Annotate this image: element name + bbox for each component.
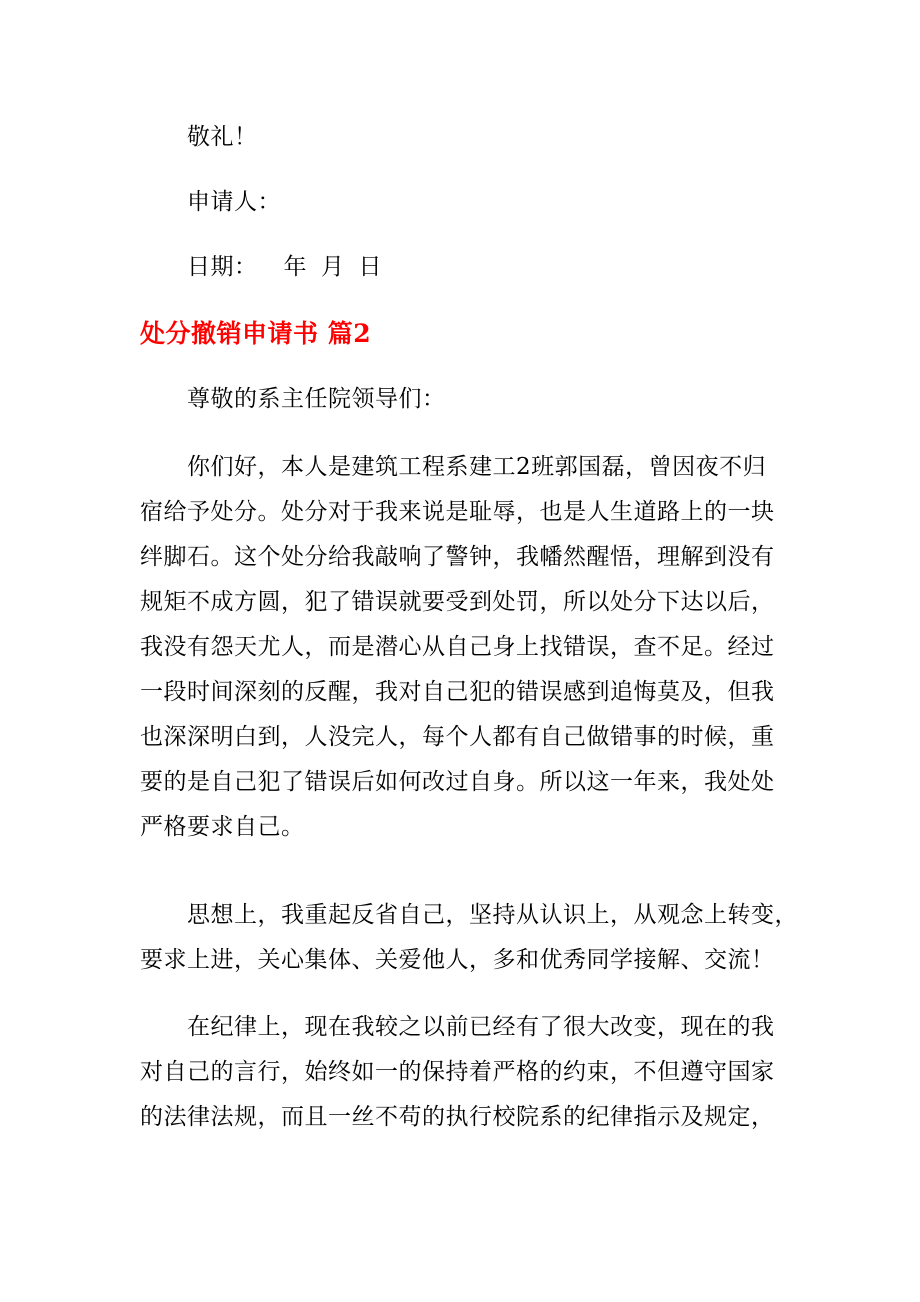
paragraph-1-line: 要的是自己犯了错误后如何改过自身。所以这一年来，我处处: [140, 769, 775, 795]
paragraph-2-line: 要求上进，关心集体、关爱他人，多和优秀同学接解、交流！: [140, 947, 775, 973]
paragraph-1-line: 你们好，本人是建筑工程系建工2班郭国磊，曾因夜不归: [187, 454, 767, 480]
paragraph-1-line: 我没有怨天尤人，而是潜心从自己身上找错误，查不足。经过: [140, 634, 775, 660]
paragraph-1-line: 规矩不成方圆，犯了错误就要受到处罚，所以处分下达以后，: [140, 589, 775, 615]
paragraph-3-line: 对自己的言行，始终如一的保持着严格的约束，不但遵守国家: [140, 1059, 775, 1085]
date-year: 年: [283, 254, 307, 280]
paragraph-1-line: 严格要求自己。: [140, 814, 305, 840]
date-label: 日期：: [187, 254, 258, 280]
applicant-label: 申请人：: [187, 189, 281, 215]
paragraph-3-line: 的法律法规，而且一丝不苟的执行校院系的纪律指示及规定，: [140, 1104, 775, 1130]
date-month: 月: [321, 254, 345, 280]
paragraph-1-line: 绊脚石。这个处分给我敲响了警钟，我幡然醒悟，理解到没有: [140, 544, 775, 570]
closing-salute: 敬礼！: [187, 124, 258, 150]
paragraph-2-line: 思想上，我重起反省自己，坚持从认识上，从观念上转变，: [187, 902, 798, 928]
date-line: [187, 252, 382, 282]
paragraph-1-line: 一段时间深刻的反醒，我对自己犯的错误感到追悔莫及，但我: [140, 679, 775, 705]
letter-greeting: 尊敬的系主任院领导们：: [187, 386, 446, 412]
date-day: 日: [358, 254, 382, 280]
paragraph-3-line: 在纪律上，现在我较之以前已经有了很大改变，现在的我: [187, 1014, 775, 1040]
section-heading: 处分撤销申请书 篇2: [140, 319, 372, 348]
paragraph-1-line: 也深深明白到，人没完人，每个人都有自己做错事的时候，重: [140, 724, 775, 750]
paragraph-1-line: 宿给予处分。处分对于我来说是耻辱，也是人生道路上的一块: [140, 499, 775, 525]
